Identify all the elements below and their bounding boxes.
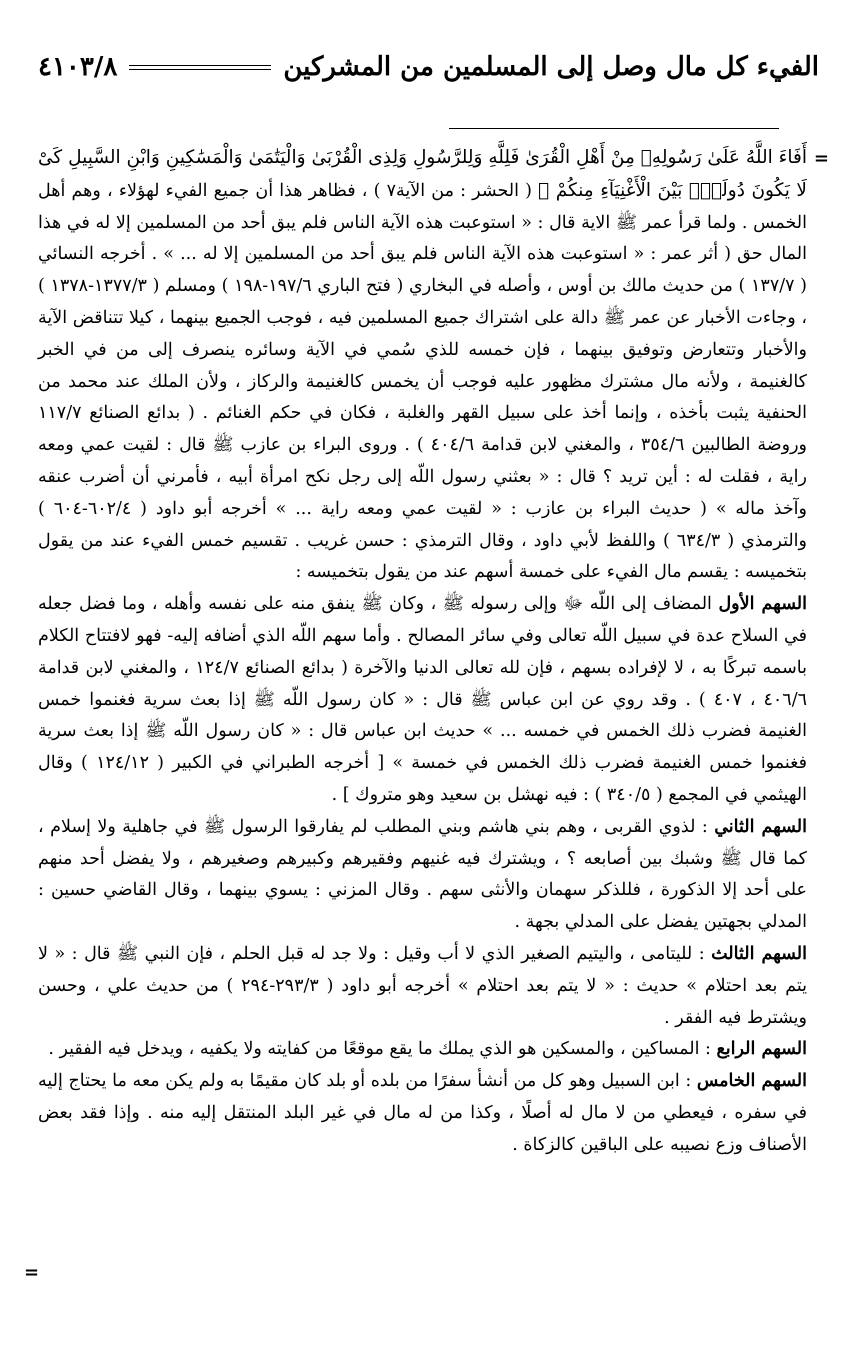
intro-paragraph [38, 142, 807, 589]
share-paragraph-3 [38, 939, 807, 1034]
running-header [38, 44, 819, 90]
share-label: السهم الثالث [711, 943, 807, 964]
share-paragraph-5 [38, 1066, 807, 1161]
share-paragraph-2 [38, 812, 807, 939]
share-label: السهم الخامس [696, 1071, 807, 1092]
header-page-ref: ٤١٠٣/٨ [38, 52, 118, 82]
share-text: : ابن السبيل وهو كل من أنشأ سفرًا من بلده أو بلد كان مقيمًا به ولم يكن معه ما يحتاج إليه في سفره ، فيعطي من لا مال له أصلًا ، وكذا من له مال في غير البلد المنتقل إليه منه . وإذا فقد بعض الأصناف وزع نصيبه على الباقين كالزكاة . [38, 1071, 807, 1155]
footnote-rule [449, 128, 779, 129]
share-label: السهم الأول [718, 594, 808, 615]
intro-text: ( الحشر : من الآية٧ ) ، فظاهر هذا أن جميع الفيء لهؤلاء ، وهم أهل الخمس . ولما قرأ عمر ﷺ الاية قال : « استوعبت هذه الآية الناس فلم يبق أحد من المسلمين إلا له في هذا المال حق ( أثر عمر : « استوعبت هذه الآية الناس فلم يبق أحد من المسلمين إلا له ... » . أخرجه النسائي ( ١٣٧/٧ ) من حديث مالك بن أوس ، وأصله في البخاري ( فتح الباري ١٩٧/٦-١٩٨ ) ومسلم ( ١٣٧٧/٣-١٣٧٨ ) ، وجاءت الأخبار عن عمر ﷺ دالة على اشتراك جميع المسلمين فيه ، فوجب الجميع بينهما ، كيلا تتناقض الآية والأخبار وتتعارض وتوفيق بينهما ، فإن خمسه للذي سُمي في الآية وسائره ينصرف إلى من في الخبر كالغنيمة ، ولأنه مال مشترك مظهور عليه فوجب أن يخمس كالغنيمة والركاز ، ولأن الملك عند محمد من الحنفية يثبت بأخذه ، وإنما أخذ على سبيل القهر والغلبة ، فكان في حكم الغنائم . ( بدائع الصنائع ١١٧/٧ وروضة الطالبين ٣٥٤/٦ ، والمغني لابن قدامة ٤٠٤/٦ ) . وروى البراء بن عازب ﷺ قال : لقيت عمي ومعه راية ، فقلت له : أين تريد ؟ قال : « بعثني رسول اللّه إلى رجل نكح امرأة أبيه ، فأمرني أن أضرب عنقه وآخذ ماله » ( حديث البراء بن عازب : « لقيت عمي ومعه راية ... » أخرجه أبو داود ( ٦٠٢/٤-٦٠٤ ) والترمذي ( ٦٣٤/٣ ) واللفظ لأبي داود ، وقال الترمذي : حسن غريب . تقسيم خمس الفيء عند من يقول بتخميسه : يقسم مال الفيء على خمسة أسهم عند من يقول بتخميسه : [38, 180, 807, 583]
share-paragraph-1 [38, 589, 807, 812]
footnote-body [38, 142, 807, 1162]
share-text: : لذوي القربى ، وهم بني هاشم وبني المطلب لم يفارقوا الرسول ﷺ في جاهلية ولا إسلام ، كما قال ﷺ وشبك بين أصابعه ؟ ، ويشترك فيه غنيهم وفقيرهم وكبيرهم وصغيرهم ، ولا يفضل أحد منهم على أحد إلا الذكورة ، فللذكر سهمان والأنثى سهم . وقال المزني : يسوي بينهما ، وقال القاضي حسين : المدلي بجهتين يفضل على المدلي بجهة . [38, 816, 807, 933]
share-text: : المساكين ، والمسكين هو الذي يملك ما يقع موقعًا من كفايته ولا يكفيه ، ويدخل فيه الفقير . [48, 1039, 717, 1060]
header-title: الفيء كل مال وصل إلى المسلمين من المشركين [283, 52, 819, 82]
share-paragraph-4 [38, 1034, 807, 1066]
quran-verse: أَفَاءَ اللَّهُ عَلَىٰ رَسُولِهِۦ مِنْ أَهْلِ الْقُرَىٰ فَلِلَّهِ وَلِلرَّسُولِ وَلِذِى الْقُرْبَىٰ وَالْيَتَٰمَىٰ وَالْمَسَٰكِينِ وَابْنِ السَّبِيلِ كَىْ لَا يَكُونَ دُولَةًۢ بَيْنَ الْأَغْنِيَآءِ مِنكُمْ ﴾ [38, 147, 807, 201]
continuation-mark: = [813, 148, 829, 169]
share-label: السهم الرابع [716, 1039, 807, 1060]
share-text: المضاف إلى اللّه ﷻ وإلى رسوله ﷺ ، وكان ﷺ ينفق منه على نفسه وأهله ، وما فضل جعله في السلاح عدة في سبيل اللّه تعالى وفي سائر المصالح . وأما سهم اللّه الذي أضافه إليه- فهو لافتتاح الكلام باسمه تبركًا به ، لا لإفراده بسهم ، فإن لله تعالى الدنيا والآخرة ( بدائع الصنائع ١٢٤/٧ ، والمغني لابن قدامة ٤٠٦/٦ ، ٤٠٧ ) . وقد روي عن ابن عباس ﷺ قال : « كان رسول اللّه ﷺ إذا بعث سرية فغنموا خمس الغنيمة فضرب ذلك الخمس في خمسه ... » حديث ابن عباس قال : « كان رسول اللّه ﷺ إذا بعث سرية فغنموا خمس الغنيمة فضرب ذلك الخمس في خمسة » [ أخرجه الطبراني في الكبير ( ١٢٤/١٢ ) وقال الهيثمي في المجمع ( ٣٤٠/٥ ) : فيه نهشل بن سعيد وهو متروك ] . [38, 594, 807, 805]
share-label: السهم الثاني [714, 816, 807, 837]
header-rule [129, 65, 271, 70]
end-continuation-mark: = [24, 1262, 40, 1283]
share-text: : لليتامى ، واليتيم الصغير الذي لا أب وقيل : ولا جد له قبل الحلم ، فإن النبي ﷺ قال : « لا يتم بعد احتلام » حديث : « لا يتم بعد احتلام » أخرجه أبو داود ( ٢٩٣/٣-٢٩٤ ) من حديث علي ، وحسن ويشترط فيه الفقر . [38, 943, 807, 1028]
